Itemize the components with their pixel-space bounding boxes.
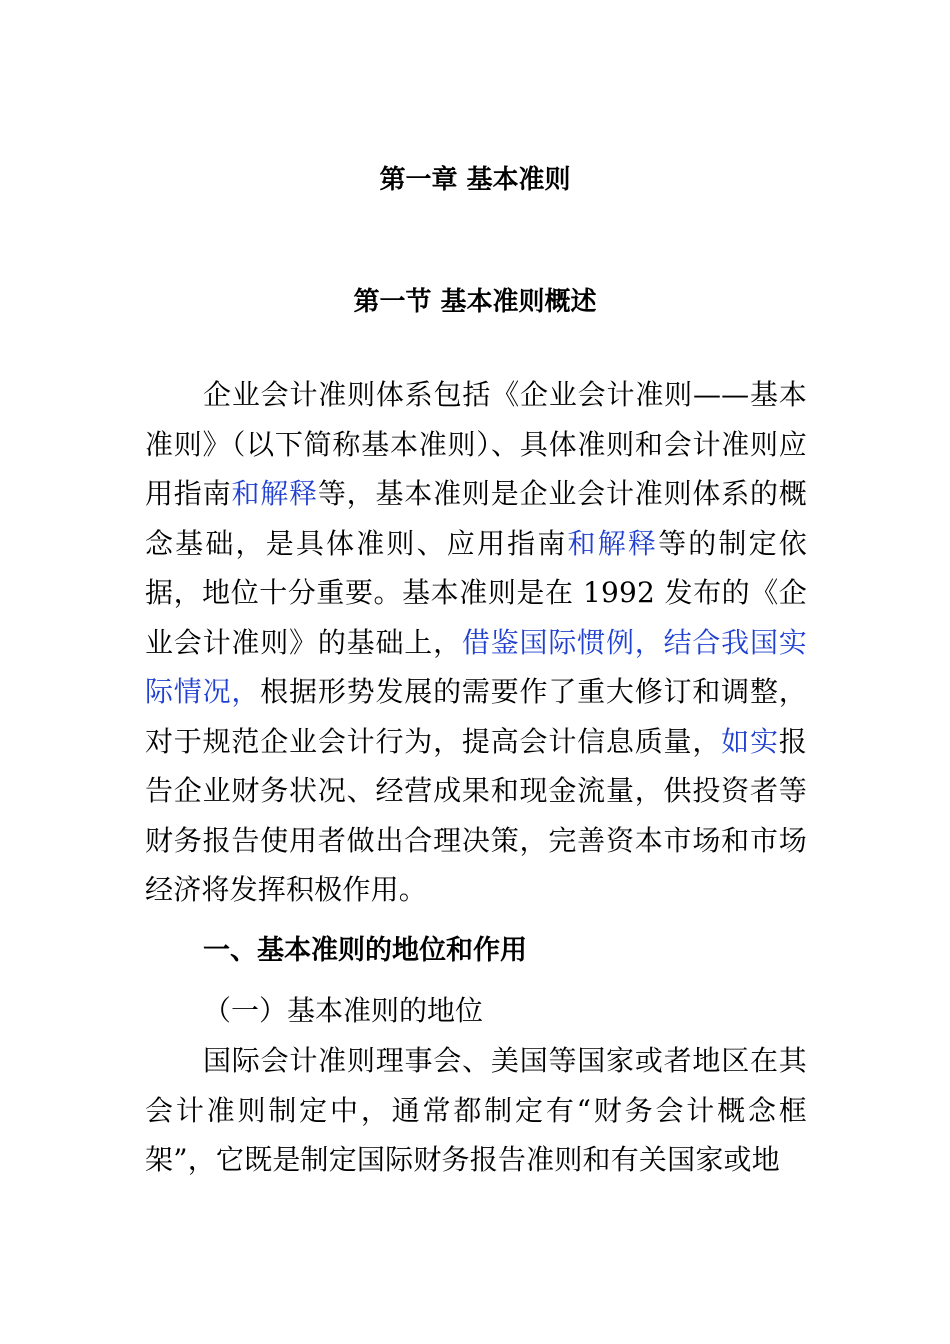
subheading: （一）基本准则的地位 <box>203 994 484 1027</box>
heading-level-one: 一、基本准则的地位和作用 <box>203 935 527 966</box>
text-run: 企业会计准则体系包括《企业会计准则——基本准则》（以下简称基本准则）、具体准则和会计准则应用指南 <box>145 378 807 510</box>
overview-paragraph <box>145 370 807 915</box>
text-run: 等，基本准则是企业会计准则体系的概念基础，是具体准则、应用指南 <box>145 477 808 560</box>
highlighted-text-run: 和解释 <box>567 526 659 560</box>
text-run: 根据形势发展的需要作了重大修订和调整，对于规范企业会计行为，提高会计信息质量， <box>145 675 807 758</box>
text-run: 报告企业财务状况、经营成果和现金流量，供投资者等财务报告使用者做出合理决策，完善资本市场和市场经济将发挥积极作用。 <box>145 724 807 906</box>
highlighted-text-run: 如实 <box>721 724 779 758</box>
section-title: 第一节 基本准则概述 <box>353 287 597 317</box>
chapter-title: 第一章 基本准则 <box>379 165 571 195</box>
text-run: 等的制定依据，地位十分重要。基本准则是在 1992 发布的《企业会计准则》的基础上， <box>145 526 807 659</box>
highlighted-text-run: 借鉴国际惯例，结合我国实际情况， <box>145 625 808 708</box>
framework-paragraph: 国际会计准则理事会、美国等国家或者地区在其会计准则制定中，通常都制定有“财务会计概念框架”，它既是制定国际财务报告准则和有关国家或地 <box>145 1044 807 1176</box>
highlighted-text-run: 和解释 <box>231 477 318 510</box>
